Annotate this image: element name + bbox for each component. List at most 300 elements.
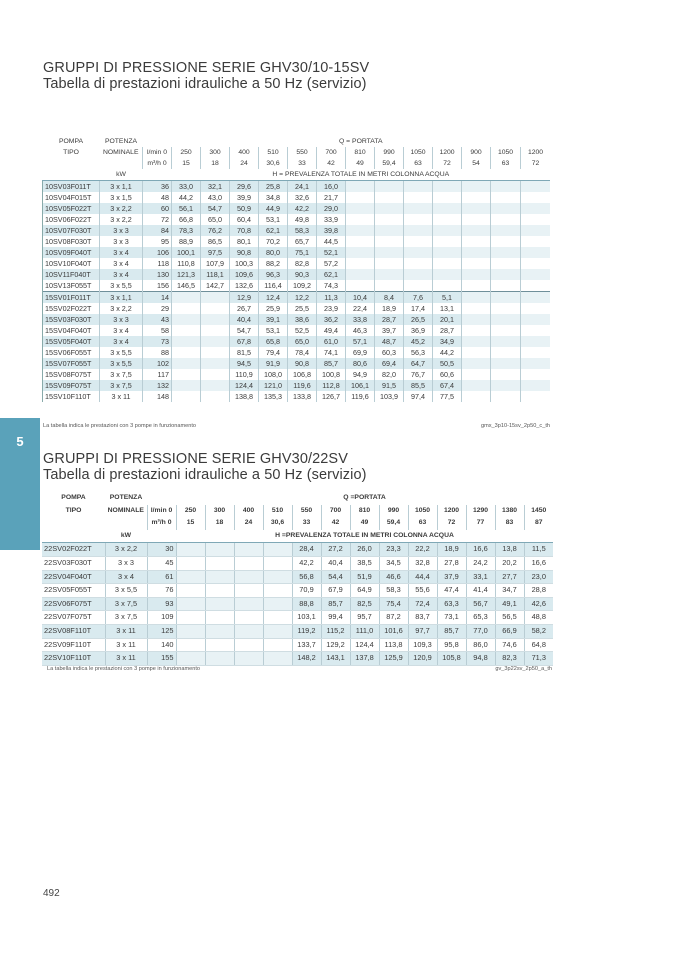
head-value <box>521 280 551 292</box>
head-value: 97,5 <box>201 247 230 258</box>
head-value <box>404 214 433 225</box>
head-value <box>172 380 201 391</box>
head-value <box>433 225 462 236</box>
head-value: 58,3 <box>379 584 408 598</box>
pump-type: 15SV10F110T <box>43 391 100 402</box>
flow-m3h: 63 <box>408 517 437 530</box>
head-value: 29,0 <box>317 203 346 214</box>
flow-m3h: 59,4 <box>375 158 404 169</box>
pump-type: 10SV05F022T <box>43 203 100 214</box>
header-blank <box>143 136 172 147</box>
flow-lmin: 250 <box>176 505 205 518</box>
table-row <box>43 136 551 147</box>
head-value <box>172 369 201 380</box>
head-value <box>521 192 551 203</box>
performance-table-ghv30-22sv <box>42 492 553 666</box>
head-value: 42,2 <box>292 556 321 570</box>
pump-type: 15SV07F055T <box>43 358 100 369</box>
section2-note: La tabella indica le prestazioni con 3 pompe in funzionamento <box>47 666 200 672</box>
head-value: 56,1 <box>172 203 201 214</box>
head-value: 74,1 <box>317 347 346 358</box>
head-value <box>375 181 404 193</box>
flow-lmin: 550 <box>288 147 317 158</box>
nominal-power: 3 x 3 <box>100 314 143 325</box>
pump-type: 22SV02F022T <box>42 543 105 557</box>
head-value <box>201 347 230 358</box>
head-value: 56,5 <box>495 611 524 625</box>
head-value: 56,7 <box>466 597 495 611</box>
section2-title: GRUPPI DI PRESSIONE SERIE GHV30/22SV <box>43 451 348 467</box>
head-value <box>205 638 234 652</box>
head-value <box>491 292 521 304</box>
head-value <box>433 280 462 292</box>
table-row <box>43 192 551 203</box>
head-value: 82,0 <box>375 369 404 380</box>
flow-lmin: 700 <box>317 147 346 158</box>
head-value <box>521 358 551 369</box>
pump-type: 15SV05F040T <box>43 336 100 347</box>
header-blank <box>105 517 147 530</box>
head-value: 91,5 <box>375 380 404 391</box>
head-value <box>404 181 433 193</box>
table-row <box>43 225 551 236</box>
head-value <box>234 556 263 570</box>
head-value <box>491 214 521 225</box>
head-value: 116,4 <box>259 280 288 292</box>
head-value: 76,2 <box>201 225 230 236</box>
head-value: 61,0 <box>317 336 346 347</box>
head-value: 133,7 <box>292 638 321 652</box>
flow-m3h: 18 <box>201 158 230 169</box>
head-value <box>462 247 491 258</box>
head-value <box>462 336 491 347</box>
flow-lmin: 700 <box>321 505 350 518</box>
head-value: 85,5 <box>404 380 433 391</box>
head-value: 110,9 <box>230 369 259 380</box>
head-value: 64,8 <box>524 638 553 652</box>
flow-m3h: 72 <box>437 517 466 530</box>
head-value: 74,6 <box>495 638 524 652</box>
head-value: 77,5 <box>433 391 462 402</box>
nominal-power: 3 x 5,5 <box>100 280 143 292</box>
head-value <box>404 203 433 214</box>
head-value <box>346 214 375 225</box>
head-value <box>491 347 521 358</box>
head-value: 62,1 <box>317 269 346 280</box>
pump-type: 10SV03F011T <box>43 181 100 193</box>
flow-m3h: 49 <box>350 517 379 530</box>
head-value: 29,6 <box>230 181 259 193</box>
head-value <box>375 258 404 269</box>
head-value <box>462 236 491 247</box>
head-value: 57,2 <box>317 258 346 269</box>
head-value <box>346 236 375 247</box>
head-value: 39,8 <box>317 225 346 236</box>
head-value: 38,5 <box>350 556 379 570</box>
nominal-power: 3 x 7,5 <box>100 369 143 380</box>
kw-value: 58 <box>143 325 172 336</box>
head-value <box>201 358 230 369</box>
head-value <box>462 280 491 292</box>
header-potenza: POTENZA <box>104 138 138 145</box>
head-value: 76,7 <box>404 369 433 380</box>
flow-m3h: 24 <box>230 158 259 169</box>
flow-m3h: 72 <box>521 158 551 169</box>
head-value <box>346 258 375 269</box>
table-row <box>43 258 551 269</box>
head-value <box>491 369 521 380</box>
head-value: 85,7 <box>437 624 466 638</box>
head-value <box>176 570 205 584</box>
head-value: 11,5 <box>524 543 553 557</box>
flow-lmin: 550 <box>292 505 321 518</box>
flow-m3h: 33 <box>292 517 321 530</box>
head-value: 148,2 <box>292 652 321 666</box>
head-value <box>462 192 491 203</box>
head-value: 18,9 <box>437 543 466 557</box>
pump-type: 15SV08F075T <box>43 369 100 380</box>
head-value <box>491 314 521 325</box>
head-value <box>521 269 551 280</box>
head-value <box>263 570 292 584</box>
kw-value: 61 <box>147 570 176 584</box>
head-value: 34,5 <box>379 556 408 570</box>
head-value: 94,5 <box>230 358 259 369</box>
head-value <box>433 258 462 269</box>
head-value: 34,8 <box>259 192 288 203</box>
table-row <box>43 336 551 347</box>
head-value <box>201 303 230 314</box>
kw-value: 29 <box>143 303 172 314</box>
head-value <box>346 247 375 258</box>
nominal-power: 3 x 5,5 <box>100 358 143 369</box>
flow-lmin: 300 <box>201 147 230 158</box>
head-value: 33,8 <box>346 314 375 325</box>
head-value <box>375 192 404 203</box>
nominal-power: 3 x 11 <box>105 624 147 638</box>
head-value: 47,4 <box>437 584 466 598</box>
head-value: 53,1 <box>259 214 288 225</box>
head-value: 97,4 <box>404 391 433 402</box>
head-value: 112,8 <box>317 380 346 391</box>
head-value: 49,8 <box>288 214 317 225</box>
head-value <box>462 314 491 325</box>
kw-value: 60 <box>143 203 172 214</box>
flow-m3h: 42 <box>317 158 346 169</box>
table-row <box>43 247 551 258</box>
head-value: 44,2 <box>433 347 462 358</box>
head-value <box>462 325 491 336</box>
flow-lmin: 1380 <box>495 505 524 518</box>
head-value: 88,9 <box>172 236 201 247</box>
flow-m3h: 42 <box>321 517 350 530</box>
head-value: 42,2 <box>288 203 317 214</box>
head-value: 83,7 <box>408 611 437 625</box>
head-value: 70,9 <box>292 584 321 598</box>
table-row <box>42 543 553 557</box>
head-value: 50,5 <box>433 358 462 369</box>
head-value: 33,1 <box>466 570 495 584</box>
table-row <box>42 597 553 611</box>
head-value: 109,2 <box>288 280 317 292</box>
head-value: 56,8 <box>292 570 321 584</box>
head-value <box>491 269 521 280</box>
head-value <box>176 584 205 598</box>
head-value: 133,8 <box>288 391 317 402</box>
table-row <box>43 181 551 193</box>
head-value <box>521 203 551 214</box>
head-value <box>521 391 551 402</box>
head-value: 97,7 <box>408 624 437 638</box>
head-value: 100,3 <box>230 258 259 269</box>
pump-type: 22SV04F040T <box>42 570 105 584</box>
flow-m3h: 15 <box>172 158 201 169</box>
head-value <box>263 543 292 557</box>
head-value: 54,7 <box>201 203 230 214</box>
table-row <box>43 203 551 214</box>
table-row <box>42 611 553 625</box>
head-value: 73,1 <box>437 611 466 625</box>
head-value: 25,8 <box>259 181 288 193</box>
head-value: 39,9 <box>230 192 259 203</box>
nominal-power: 3 x 5,5 <box>100 347 143 358</box>
kw-value: 130 <box>143 269 172 280</box>
table-row <box>42 517 553 530</box>
head-value: 143,1 <box>321 652 350 666</box>
kw-value: 76 <box>147 584 176 598</box>
head-value: 82,8 <box>288 258 317 269</box>
nominal-power: 3 x 3 <box>100 236 143 247</box>
head-value: 78,4 <box>288 347 317 358</box>
table-row <box>43 280 551 292</box>
table-row <box>43 214 551 225</box>
table-row <box>43 269 551 280</box>
head-value <box>176 652 205 666</box>
head-value <box>201 325 230 336</box>
head-value <box>263 584 292 598</box>
header-tipo: TIPO <box>65 506 82 514</box>
pump-type: 15SV06F055T <box>43 347 100 358</box>
head-value: 52,5 <box>288 325 317 336</box>
head-value: 20,2 <box>495 556 524 570</box>
head-value: 62,1 <box>259 225 288 236</box>
head-value: 48,7 <box>375 336 404 347</box>
head-value <box>176 624 205 638</box>
nominal-power: 3 x 1,1 <box>100 292 143 304</box>
head-value <box>521 303 551 314</box>
head-value: 103,9 <box>375 391 404 402</box>
flow-m3h: 24 <box>234 517 263 530</box>
pump-type: 15SV01F011T <box>43 292 100 304</box>
head-value: 60,3 <box>375 347 404 358</box>
head-value <box>491 380 521 391</box>
head-value: 109,6 <box>230 269 259 280</box>
flow-lmin: 510 <box>259 147 288 158</box>
head-value <box>172 347 201 358</box>
head-value <box>404 247 433 258</box>
head-value <box>172 292 201 304</box>
flow-m3h: 18 <box>205 517 234 530</box>
table-row <box>43 369 551 380</box>
head-value: 63,3 <box>437 597 466 611</box>
head-value: 57,1 <box>346 336 375 347</box>
head-value <box>205 584 234 598</box>
header-portata: Q =PORTATA <box>343 494 386 501</box>
head-value <box>375 225 404 236</box>
head-value: 50,9 <box>230 203 259 214</box>
head-value: 79,4 <box>259 347 288 358</box>
head-value: 82,3 <box>495 652 524 666</box>
head-value <box>462 391 491 402</box>
head-value: 56,3 <box>404 347 433 358</box>
flow-m3h: 30,6 <box>259 158 288 169</box>
head-value <box>263 556 292 570</box>
head-value: 67,4 <box>433 380 462 391</box>
head-value: 41,4 <box>466 584 495 598</box>
head-value <box>462 292 491 304</box>
head-value <box>433 192 462 203</box>
head-value: 64,7 <box>404 358 433 369</box>
head-value <box>263 638 292 652</box>
head-value <box>404 236 433 247</box>
kw-value: 109 <box>147 611 176 625</box>
head-value <box>404 192 433 203</box>
table-row <box>43 147 551 158</box>
head-value: 95,8 <box>437 638 466 652</box>
head-value: 23,3 <box>379 543 408 557</box>
kw-value: 93 <box>147 597 176 611</box>
head-value <box>462 347 491 358</box>
head-value: 65,0 <box>201 214 230 225</box>
head-value: 34,9 <box>433 336 462 347</box>
nominal-power: 3 x 11 <box>100 391 143 402</box>
head-value <box>521 325 551 336</box>
head-value: 72,4 <box>408 597 437 611</box>
head-value: 39,7 <box>375 325 404 336</box>
header-pompa: POMPA <box>58 138 84 145</box>
head-value <box>201 336 230 347</box>
head-value: 7,6 <box>404 292 433 304</box>
pump-type: 22SV08F110T <box>42 624 105 638</box>
nominal-power: 3 x 3 <box>105 556 147 570</box>
pump-type: 22SV07F075T <box>42 611 105 625</box>
nominal-power: 3 x 4 <box>100 269 143 280</box>
head-value <box>205 570 234 584</box>
head-value <box>404 225 433 236</box>
head-value <box>205 652 234 666</box>
head-value <box>491 247 521 258</box>
kw-value: 72 <box>143 214 172 225</box>
head-value: 90,3 <box>288 269 317 280</box>
flow-lmin: 1200 <box>433 147 462 158</box>
section1-title: GRUPPI DI PRESSIONE SERIE GHV30/10-15SV <box>43 60 370 76</box>
header-blank <box>143 169 172 181</box>
head-value: 94,8 <box>466 652 495 666</box>
head-value: 66,8 <box>172 214 201 225</box>
head-value: 70,8 <box>230 225 259 236</box>
table-row <box>42 570 553 584</box>
kw-value: 48 <box>143 192 172 203</box>
head-value: 85,7 <box>321 597 350 611</box>
nominal-power: 3 x 4 <box>100 336 143 347</box>
head-value: 16,0 <box>317 181 346 193</box>
head-value: 132,6 <box>230 280 259 292</box>
head-value: 33,0 <box>172 181 201 193</box>
head-value <box>521 236 551 247</box>
head-value: 39,1 <box>259 314 288 325</box>
head-value: 13,1 <box>433 303 462 314</box>
head-value: 60,6 <box>433 369 462 380</box>
head-value: 26,5 <box>404 314 433 325</box>
head-value <box>491 336 521 347</box>
flow-m3h: 33 <box>288 158 317 169</box>
table-row <box>43 303 551 314</box>
nominal-power: 3 x 11 <box>105 652 147 666</box>
head-value <box>491 192 521 203</box>
head-value: 22,2 <box>408 543 437 557</box>
pump-type: 10SV10F040T <box>43 258 100 269</box>
head-value: 20,1 <box>433 314 462 325</box>
head-value: 60,4 <box>230 214 259 225</box>
head-value: 95,7 <box>350 611 379 625</box>
flow-lmin: 810 <box>350 505 379 518</box>
head-value: 71,3 <box>524 652 553 666</box>
head-value: 91,9 <box>259 358 288 369</box>
table-row <box>42 652 553 666</box>
table-row <box>42 638 553 652</box>
head-value: 106,8 <box>288 369 317 380</box>
nominal-power: 3 x 7,5 <box>105 611 147 625</box>
kw-value: 106 <box>143 247 172 258</box>
head-value <box>491 358 521 369</box>
head-value <box>491 303 521 314</box>
kw-value: 43 <box>143 314 172 325</box>
head-value <box>521 369 551 380</box>
flow-lmin: 1050 <box>408 505 437 518</box>
head-value <box>491 325 521 336</box>
head-value: 46,3 <box>346 325 375 336</box>
chapter-number: 5 <box>16 434 24 449</box>
head-value: 142,7 <box>201 280 230 292</box>
header-nominale: NOMINALE <box>107 506 144 514</box>
head-value: 111,0 <box>350 624 379 638</box>
head-value <box>205 597 234 611</box>
header-lmin: l/min 0 <box>147 505 176 518</box>
head-value: 55,6 <box>408 584 437 598</box>
head-value <box>433 203 462 214</box>
head-value: 137,8 <box>350 652 379 666</box>
head-value <box>346 225 375 236</box>
flow-lmin: 1050 <box>491 147 521 158</box>
head-value: 124,4 <box>230 380 259 391</box>
head-value: 36,2 <box>317 314 346 325</box>
head-value: 105,8 <box>437 652 466 666</box>
head-value <box>491 258 521 269</box>
head-value: 24,2 <box>466 556 495 570</box>
kw-value: 148 <box>143 391 172 402</box>
head-value <box>375 280 404 292</box>
head-value: 82,5 <box>350 597 379 611</box>
head-value: 70,2 <box>259 236 288 247</box>
head-value <box>521 247 551 258</box>
head-value: 101,6 <box>379 624 408 638</box>
section1-note: La tabella indica le prestazioni con 3 pompe in funzionamento <box>43 423 196 429</box>
head-value: 32,1 <box>201 181 230 193</box>
head-value: 80,6 <box>346 358 375 369</box>
head-value: 100,1 <box>172 247 201 258</box>
table-row <box>43 169 551 181</box>
head-value <box>176 611 205 625</box>
